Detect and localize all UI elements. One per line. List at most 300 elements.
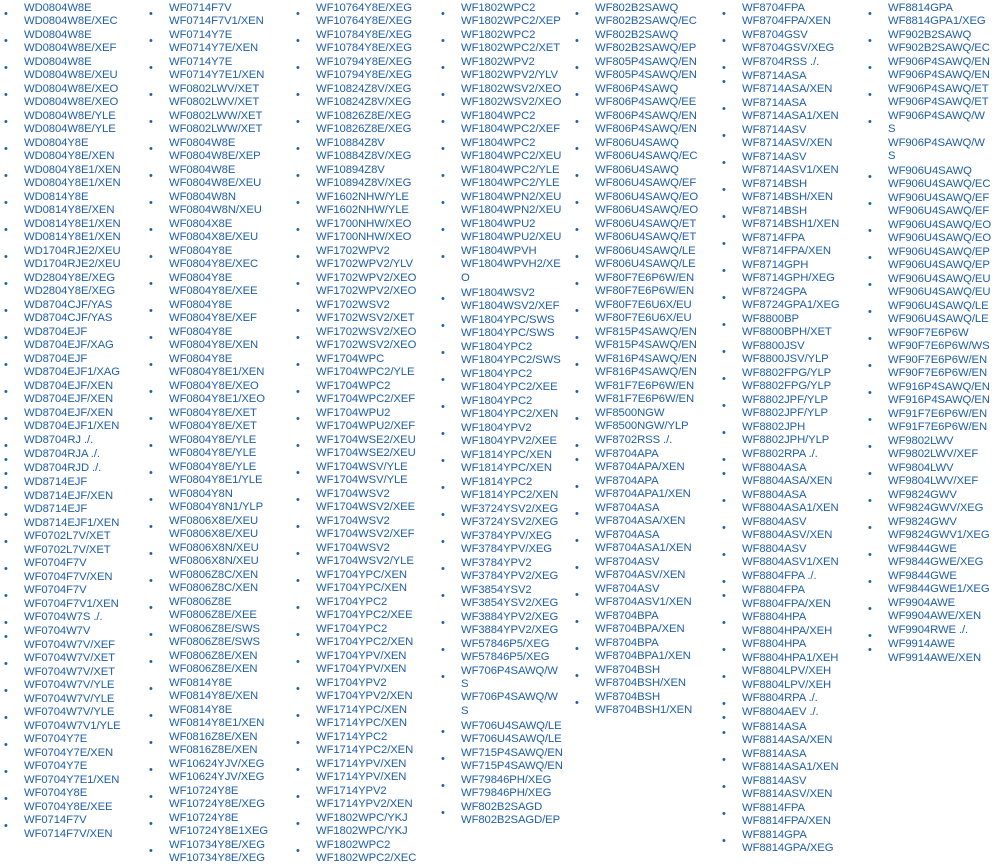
model-number: WF1804YPC2 (461, 340, 533, 353)
bullet-icon: • (441, 535, 445, 548)
model-text (24, 110, 116, 137)
model-text (169, 29, 258, 56)
model-number: WF8800BPH/XET (742, 326, 832, 339)
model-number: WF0806X8E/XEU (169, 528, 259, 541)
bullet-icon: • (296, 737, 300, 749)
bullet-icon: • (441, 481, 445, 494)
bullet-icon: • (4, 62, 8, 74)
model-number: WF0802LWW/XET (169, 110, 263, 122)
model-number: WF1704WSV/YLE (316, 461, 408, 473)
bullet-icon: • (575, 8, 579, 20)
model-number: WF1804WPC2 (461, 137, 536, 149)
model-number: WF0702L7V/XET (24, 543, 111, 556)
bullet-icon: • (868, 441, 872, 454)
model-number: WF0714Y7E1/XEN (169, 69, 265, 82)
model-number: WF0704Y8E/XEE (24, 800, 113, 813)
model-number: WF0814Y8E (169, 677, 233, 689)
bullet-icon: • (722, 549, 726, 562)
model-number: WF10894Z8V/XEG (316, 177, 412, 190)
bullet-icon: • (441, 400, 445, 413)
model-text (169, 596, 257, 623)
model-text (316, 56, 412, 83)
bullet-icon: • (296, 440, 300, 452)
bullet-icon: • (868, 387, 872, 400)
model-number: WF8800JSV/YLP (742, 353, 829, 366)
bullet-icon: • (722, 468, 726, 481)
bullet-icon: • (296, 35, 300, 47)
model-number: WF1804WPN2/XEU (461, 191, 562, 203)
bullet-icon: • (149, 629, 153, 641)
bullet-icon: • (575, 562, 579, 575)
model-number: WF8704ASV1/XEN (595, 596, 692, 609)
model-text (888, 435, 978, 462)
bullet-icon: • (296, 413, 300, 425)
model-text (24, 434, 93, 447)
model-number: WF1814YPC2 (461, 475, 533, 488)
model-number: WD8704CJF/YAS (24, 312, 113, 325)
bullet-icon: • (149, 656, 153, 668)
model-number: WD0804W8E/XEO (24, 96, 119, 109)
model-number: WD0814Y8E/XEN (24, 204, 115, 217)
model-number: WF80F7E6U6X/EU (595, 299, 692, 311)
bullet-icon: • (575, 589, 579, 602)
model-number: WF906P4SAWQ/EN (888, 69, 990, 82)
model-number: WF806U4SAWQ/EC (595, 150, 698, 163)
bullet-icon: • (575, 386, 579, 398)
model-number: WF1714YPC/XEN (316, 717, 407, 730)
model-number: WD0804W8E/XEU (24, 69, 118, 82)
model-number: WF1802WPC/YKJ (316, 812, 408, 824)
model-text (316, 650, 406, 677)
bullet-icon: • (722, 753, 726, 766)
model-text (595, 2, 697, 29)
bullet-icon: • (149, 818, 153, 830)
model-text (888, 110, 985, 163)
bullet-icon: • (868, 468, 872, 481)
bullet-icon: • (868, 306, 872, 319)
model-number: WF10794Y8E/XEG (316, 69, 412, 82)
bullet-icon: • (149, 224, 153, 236)
bullet-icon: • (868, 8, 872, 20)
model-text (316, 677, 413, 704)
model-number: WF8814ASA (742, 720, 807, 733)
model-number: WF916P4SAWQ/EN (888, 394, 990, 407)
model-number: WF8704ASV (595, 556, 660, 569)
model-number: WF0704F7V/XEN (24, 570, 113, 583)
bullet-icon: • (4, 413, 8, 425)
bullet-icon: • (722, 671, 726, 684)
model-number: WF1714YPV2 (316, 785, 387, 797)
model-number: WF806U4SAWQ (595, 164, 679, 176)
bullet-icon: • (149, 386, 153, 398)
model-number: WF8714ASV (742, 151, 807, 164)
model-number: WF1804WSV2 (461, 286, 535, 299)
model-number: WF8804ASV (742, 516, 807, 529)
bullet-icon: • (149, 89, 153, 101)
model-number: WF0804Y8E (169, 245, 233, 257)
bullet-icon: • (868, 89, 872, 101)
model-text (742, 748, 839, 775)
bullet-icon: • (149, 413, 153, 425)
model-number: WF0714Y7E (169, 56, 233, 68)
model-number: WF8814GPA (888, 2, 953, 14)
model-number: WF1702WPV2 (316, 245, 390, 257)
bullet-icon: • (441, 589, 445, 602)
bullet-icon: • (149, 710, 153, 722)
model-number: WF1802WPV2 (461, 56, 535, 68)
model-number: WF1602NHW/YLE (316, 191, 409, 203)
model-text (742, 151, 839, 178)
model-number: WF90F7E6P6W (888, 327, 969, 340)
model-number: WF10734Y8E/XEG (169, 852, 265, 865)
model-text (24, 353, 120, 380)
model-number: WF0714F7V (169, 2, 232, 14)
bullet-icon: • (149, 764, 153, 776)
model-text (316, 623, 413, 650)
model-number: WF806U4SAWQ/EO (595, 204, 699, 217)
model-number: WF0806X8N/XEU (169, 542, 259, 554)
bullet-icon: • (4, 359, 8, 371)
bullet-icon: • (149, 251, 153, 263)
model-number: WF1704YPC2 (316, 623, 388, 635)
model-text (888, 462, 978, 489)
bullet-icon: • (868, 333, 872, 346)
model-number: WF8814ASV/XEN (742, 787, 833, 800)
model-number: WF0704W7V/YLE (24, 692, 115, 705)
model-number: WF802B2SAWQ/EP (595, 42, 697, 55)
model-number: S (888, 149, 896, 162)
model-text (461, 2, 561, 29)
model-text (888, 300, 989, 327)
model-number: WF10794Y8E/XEG (316, 56, 412, 68)
model-number: WF1804YPV2/XEE (461, 435, 557, 448)
bullet-icon: • (296, 305, 300, 317)
model-number: WF1704YPC2/XEE (316, 609, 413, 622)
model-number: WF802B2SAGD/EP (461, 814, 561, 827)
bullet-icon: • (441, 670, 445, 683)
bullet-icon: • (296, 764, 300, 776)
model-number: WF0704W7V1/YLE (24, 719, 121, 732)
model-number: WF1804YPC/SWS (461, 313, 555, 326)
bullet-icon: • (722, 130, 726, 143)
model-text (742, 516, 832, 543)
bullet-icon: • (4, 197, 8, 209)
bullet-icon: • (4, 820, 8, 833)
model-text (461, 368, 558, 395)
bullet-icon: • (722, 346, 726, 359)
model-text (169, 299, 257, 326)
model-number: WD8704EJF/XEN (24, 380, 114, 392)
model-number: WF9904AWE (888, 597, 956, 610)
model-number: WF1714YPC2/XEN (316, 744, 414, 757)
model-number: WF0804Y8E (169, 299, 233, 311)
model-number: WF1804YPC2 (461, 367, 533, 380)
model-number: WD0804W8E/YLE (24, 110, 116, 122)
model-number: WF0806Z8C/XEN (169, 582, 259, 595)
bullet-icon: • (868, 198, 872, 211)
model-text (316, 272, 416, 299)
bullet-icon: • (4, 536, 8, 549)
bullet-icon: • (4, 739, 8, 752)
model-number: WD8704EJF/XEN (24, 393, 114, 406)
model-text (595, 110, 697, 137)
model-number: WF0806Z8E/XEN (169, 663, 258, 676)
model-number: WF0814Y8E/XEN (169, 690, 259, 703)
model-text (595, 353, 697, 380)
model-number: WF0814Y8E1/XEN (169, 717, 265, 730)
model-number: WF906U4SAWQ/EP (888, 259, 990, 272)
model-text (461, 29, 560, 56)
bullet-icon: • (722, 35, 726, 47)
model-number: WF0804Y8E/XEF (169, 312, 257, 325)
bullet-icon: • (441, 616, 445, 629)
model-number: S (888, 123, 896, 136)
model-number: WF1704WSV/YLE (316, 474, 408, 487)
bullet-icon: • (722, 292, 726, 305)
model-text (461, 164, 559, 191)
bullet-icon: • (149, 602, 153, 614)
model-number: WF57846P5/XEG (461, 651, 550, 664)
bullet-icon: • (722, 238, 726, 251)
bullet-icon: • (868, 35, 872, 47)
model-number: WF0802LWW/XET (169, 123, 263, 136)
model-text (595, 691, 692, 718)
model-number: WF8814GPA (742, 828, 807, 841)
model-number: WF906U4SAWQ/EC (888, 178, 991, 191)
model-text (461, 584, 558, 611)
model-text (316, 29, 412, 56)
model-number: WD2804Y8E/XEG (24, 272, 116, 284)
model-number: WF10624YJV/XEG (169, 758, 265, 770)
model-number: WF0814Y8E (169, 704, 233, 716)
bullet-icon: • (296, 656, 300, 668)
bullet-icon: • (575, 643, 579, 656)
model-number: WF8800BP (742, 313, 799, 326)
model-number: WF8714FPA (742, 232, 805, 245)
model-number: WF806U4SAWQ/EO (595, 191, 699, 203)
model-text (316, 110, 411, 137)
model-number: WF8804FPA ./. (742, 570, 817, 583)
bullet-icon: • (868, 522, 872, 535)
model-number: WF3724YSV2/XEG (461, 502, 559, 515)
bullet-icon: • (441, 726, 445, 739)
model-text (169, 2, 264, 29)
model-text (169, 569, 258, 596)
model-text (461, 801, 560, 828)
model-number: WF8804ASA/XEN (742, 475, 833, 488)
model-text (595, 407, 689, 434)
bullet-icon: • (296, 8, 300, 20)
model-number: WD0804Y8E (24, 137, 89, 149)
bullet-icon: • (868, 116, 872, 128)
model-number: WF8814ASA1/XEN (742, 760, 839, 773)
model-number: WD0804W8E (24, 56, 92, 68)
model-text (316, 461, 408, 488)
model-number: WF8714BSH/XEN (742, 191, 833, 204)
model-text (742, 638, 838, 665)
model-text (24, 706, 121, 733)
bullet-icon: • (722, 211, 726, 224)
model-number: WF8704RSS ./. (742, 56, 820, 68)
model-text (742, 829, 833, 856)
bullet-icon: • (4, 617, 8, 630)
model-number: WF8704ASA/XEN (595, 515, 686, 528)
model-number: WF906U4SAWQ/EP (888, 246, 990, 259)
model-number: WF906P4SAWQ/ET (888, 96, 989, 109)
model-text (316, 353, 414, 380)
model-text (169, 56, 264, 83)
model-number: WF8802JPH/YLP (742, 434, 830, 447)
model-number: WF8804HPA/XEH (742, 624, 833, 637)
model-text (169, 218, 258, 245)
model-number: WF805P4SAWQ/EN (595, 56, 697, 68)
model-number: WF81F7E6P6W/EN (595, 393, 695, 406)
bullet-icon: • (441, 116, 445, 128)
model-text (461, 314, 555, 341)
model-text (169, 650, 257, 677)
model-number: WF9844GWE (888, 543, 957, 556)
model-text (461, 245, 561, 285)
bullet-icon: • (575, 62, 579, 74)
model-number: WD8704EJF (24, 353, 88, 365)
model-number: WF8500NGW/YLP (595, 420, 689, 433)
model-text (169, 191, 262, 218)
model-number: WF8724GPA (742, 286, 807, 299)
bullet-icon: • (296, 143, 300, 155)
model-number: WF8814ASA (742, 747, 807, 760)
bullet-icon: • (4, 590, 8, 603)
model-number: WF0704F7V (24, 557, 87, 570)
model-number: WF9904AWE/XEN (888, 610, 982, 623)
bullet-icon: • (441, 197, 445, 209)
model-text (888, 597, 981, 624)
model-number: WF8714ASA (742, 70, 807, 83)
model-number: WF715P4SAWQ/EN (461, 747, 563, 760)
bullet-icon: • (441, 143, 445, 155)
model-number: WF3854YSV2 (461, 583, 532, 596)
model-number: WF79846PH/XEG (461, 774, 552, 787)
bullet-icon: • (441, 62, 445, 74)
model-text (742, 29, 834, 56)
model-number: WF806P4SAWQ/EN (595, 123, 697, 136)
bullet-icon: • (868, 603, 872, 616)
model-text (888, 624, 968, 637)
model-number: WF8804HPA (742, 611, 807, 624)
model-number: WF0704W7V/XEF (24, 638, 115, 651)
model-number: WF906P4SAWQ/EN (888, 56, 990, 68)
model-text (742, 259, 835, 286)
model-number: WF9914AWE/XEN (888, 651, 982, 664)
model-number: WF0804Y8E1/XEO (169, 393, 265, 406)
model-text (24, 2, 118, 29)
model-number: WF815P4SAWQ/EN (595, 339, 697, 352)
model-number: WD8714EJF/XEN (24, 489, 114, 502)
model-number: WF1714YPV/XEN (316, 771, 407, 784)
model-number: WF1704WSV2/XEF (316, 528, 415, 541)
model-number: WF1804WPN2/XEU (461, 204, 562, 217)
model-number: WF916P4SAWQ/EN (888, 381, 990, 394)
bullet-icon: • (149, 683, 153, 695)
bullet-icon: • (296, 359, 300, 371)
model-text (316, 380, 415, 407)
bullet-icon: • (722, 834, 726, 847)
model-text (316, 164, 411, 191)
bullet-icon: • (722, 590, 726, 603)
bullet-icon: • (868, 644, 872, 657)
model-text (24, 56, 118, 83)
model-text (742, 543, 839, 570)
model-number: WF3724YSV2/XEG (461, 516, 559, 529)
model-text (461, 191, 561, 218)
model-number: WF1704WSV2 (316, 515, 390, 527)
bullet-icon: • (296, 332, 300, 344)
model-number: WF10764Y8E/XEG (316, 2, 412, 14)
bullet-icon: • (296, 791, 300, 803)
model-text (24, 611, 102, 624)
model-number: WD1704RJE2/XEU (24, 245, 121, 257)
model-number: WD0804W8E/XEC (24, 15, 118, 28)
model-text (461, 449, 552, 476)
model-number: WF1704YPV/XEN (316, 650, 407, 662)
bullet-icon: • (296, 467, 300, 479)
model-number: WF1804YPC2/XEN (461, 408, 559, 421)
model-text (742, 775, 832, 802)
bullet-icon: • (296, 710, 300, 722)
model-number: WF0714F7V1/XEN (169, 15, 264, 28)
bullet-icon: • (575, 116, 579, 128)
bullet-icon: • (722, 712, 726, 725)
model-number: WF906P4SAWQ/ET (888, 83, 989, 95)
model-number: WF1702WPV2/YLV (316, 258, 413, 271)
model-number: WF1602NHW/YLE (316, 204, 409, 217)
bullet-icon: • (868, 279, 872, 292)
model-text (24, 299, 112, 326)
bullet-icon: • (441, 753, 445, 766)
model-text (742, 692, 818, 705)
model-number: WF8804ASA (742, 462, 807, 475)
model-text (742, 286, 840, 313)
model-number: WF0804W8E/XEU (169, 177, 262, 190)
model-number: WF3784YPV/XEG (461, 529, 552, 542)
model-text (461, 287, 559, 314)
model-number: WF816P4SAWQ/EN (595, 353, 697, 365)
model-text (24, 380, 113, 407)
model-number: WF9804LWV (888, 462, 954, 475)
model-number: WF0714F7V (24, 814, 87, 827)
bullet-icon: • (722, 265, 726, 278)
model-number: WD0804Y8E1/XEN (24, 164, 121, 176)
model-number: WF802B2SAWQ (595, 29, 679, 41)
model-text (316, 2, 412, 29)
bullet-icon: • (575, 278, 579, 290)
model-text (742, 584, 831, 611)
model-number: WF1704WSV2 (316, 542, 390, 554)
bullet-icon: • (575, 224, 579, 236)
model-number: WF1804WPU2 (461, 218, 536, 230)
bullet-icon: • (4, 332, 8, 344)
model-text (316, 596, 413, 623)
model-text (316, 785, 413, 812)
model-text (24, 625, 115, 652)
bullet-icon: • (575, 616, 579, 629)
model-number: WF8714ASA/XEN (742, 83, 833, 96)
bullet-icon: • (149, 494, 153, 506)
model-number: WF8714ASV (742, 124, 807, 137)
model-number: WF80F7E6P6W/EN (595, 272, 695, 284)
model-text (316, 326, 416, 353)
model-text (316, 137, 411, 164)
model-number: WF0704Y7E1/XEN (24, 773, 120, 786)
